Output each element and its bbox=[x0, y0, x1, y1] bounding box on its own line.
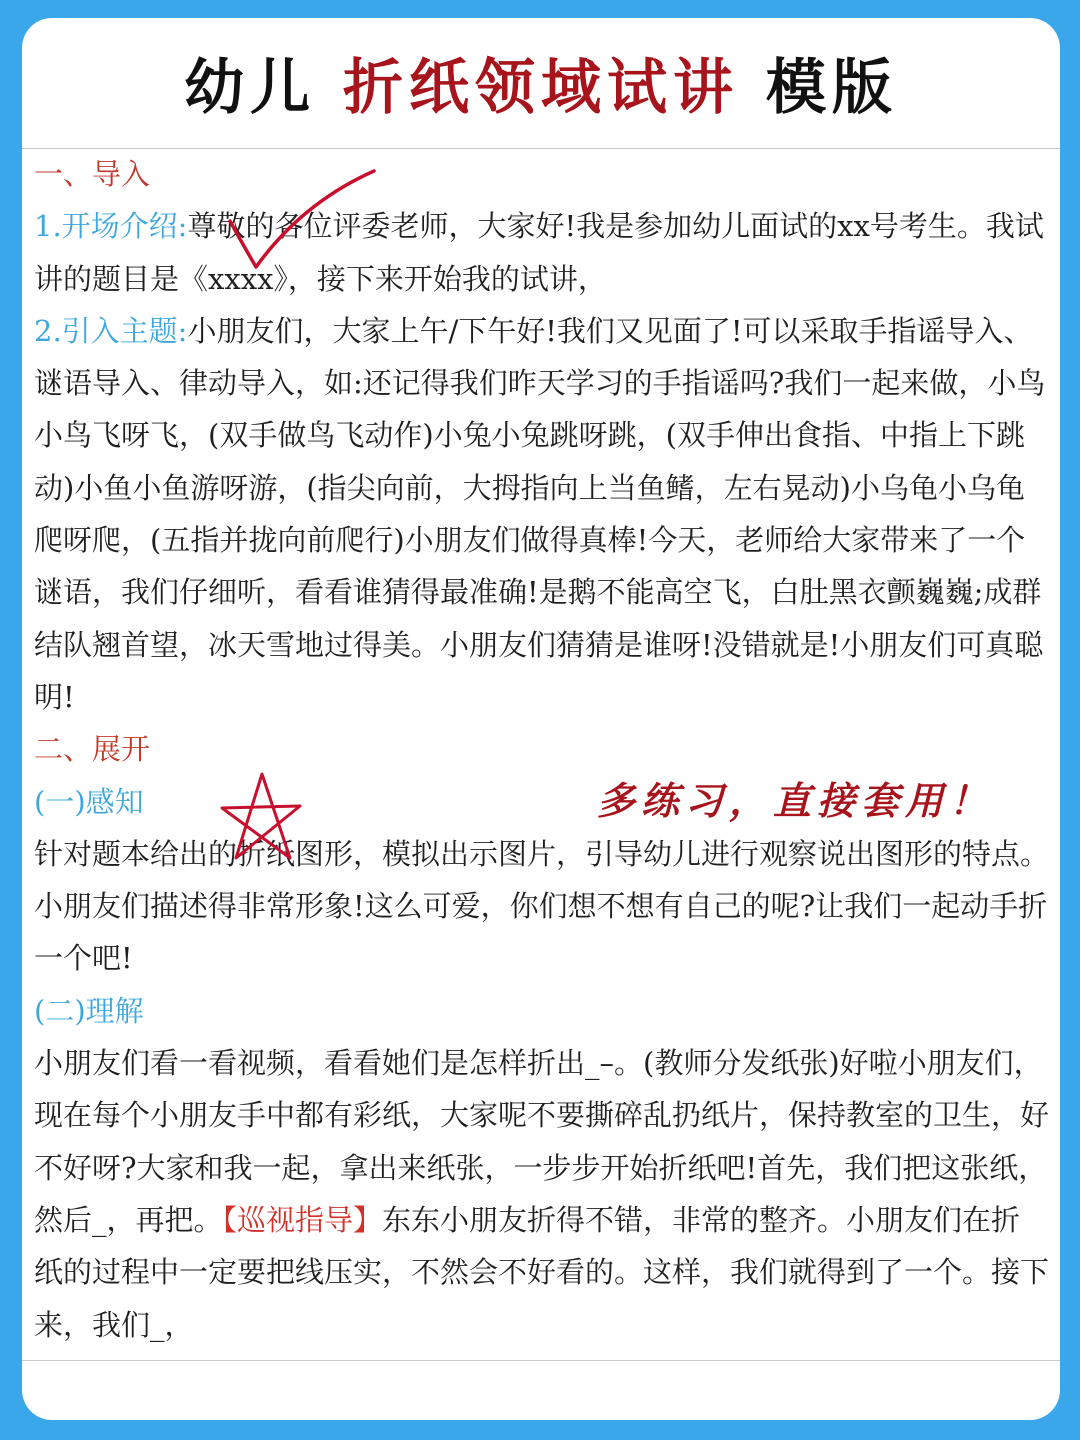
opening-text: 尊敬的各位评委老师，大家好!我是参加幼儿面试的xx号考生。我试讲的题目是《xxxx》，接下来开始我的试讲， bbox=[34, 209, 1044, 296]
document-body bbox=[34, 148, 1049, 1351]
expand-heading: 二、展开 bbox=[34, 732, 151, 767]
understand-text-a: 小朋友们看一看视频，看看她们是怎样折出_–。(教师分发纸张)好啦小朋友们，现在每个小朋友手中都有彩纸，大家呢不要撕碎乱扔纸片，保持教室的卫生，好不好呀?大家和我一起，拿出来纸张，一步步开始折纸吧!首先，我们把这张纸，然后_，再把。 bbox=[34, 1046, 1050, 1237]
perceive-heading: (一)感知 bbox=[34, 784, 144, 819]
understand-paragraph bbox=[34, 1037, 1049, 1351]
understand-heading: (二)理解 bbox=[34, 993, 144, 1028]
patrol-tag: 【巡视指导】 bbox=[222, 1202, 383, 1237]
theme-text: 小朋友们，大家上午/下午好!我们又见面了!可以采取手指谣导入、谜语导入、律动导入，如:还记得我们昨天学习的手指谣吗?我们一起来做，小鸟小鸟飞呀飞，(双手做鸟飞动作)小兔小兔跳呀跳，(双手伸出食指、中指上下跳动)小鱼小鱼游呀游，(指尖向前，大拇指向上当鱼鳍，左右晃动)小乌龟小乌龟爬呀爬，(五指并拢向前爬行)小朋友们做得真棒!今天，老师给大家带来了一个谜语，我们仔细听，看看谁猜得最准确!是鹅不能高空飞，白肚黑衣颤巍巍;成群结队翘首望，冰天雪地过得美。小朋友们猜猜是谁呀!没错就是!小朋友们可真聪明! bbox=[34, 313, 1046, 714]
title-part-2: 折纸领域试讲 bbox=[343, 53, 739, 123]
opening-label: 1.开场介绍: bbox=[34, 209, 188, 244]
theme-paragraph bbox=[34, 305, 1049, 723]
understand-text-b: 东东小朋友折得不错，非常的整齐。小朋友们在折纸的过程中一定要把线压实，不然会不好看的。这样，我们就得到了一个。接下来，我们_， bbox=[34, 1202, 1050, 1342]
handwritten-note: 多练习，直接套用！ bbox=[597, 779, 994, 823]
theme-label: 2.引入主题: bbox=[34, 313, 188, 348]
opening-paragraph bbox=[34, 200, 1049, 305]
perceive-text: 针对题本给出的折纸图形，模拟出示图片，引导幼儿进行观察说出图形的特点。小朋友们描述得非常形象!这么可爱，你们想不想有自己的呢?让我们一起动手折一个吧! bbox=[34, 836, 1050, 976]
title-part-3: 模版 bbox=[765, 53, 898, 123]
intro-heading: 一、导入 bbox=[34, 157, 151, 191]
title-part-1: 幼儿 bbox=[184, 53, 317, 123]
bottom-divider bbox=[22, 1360, 1060, 1361]
page-title bbox=[22, 18, 1060, 148]
document-card bbox=[22, 18, 1060, 1420]
